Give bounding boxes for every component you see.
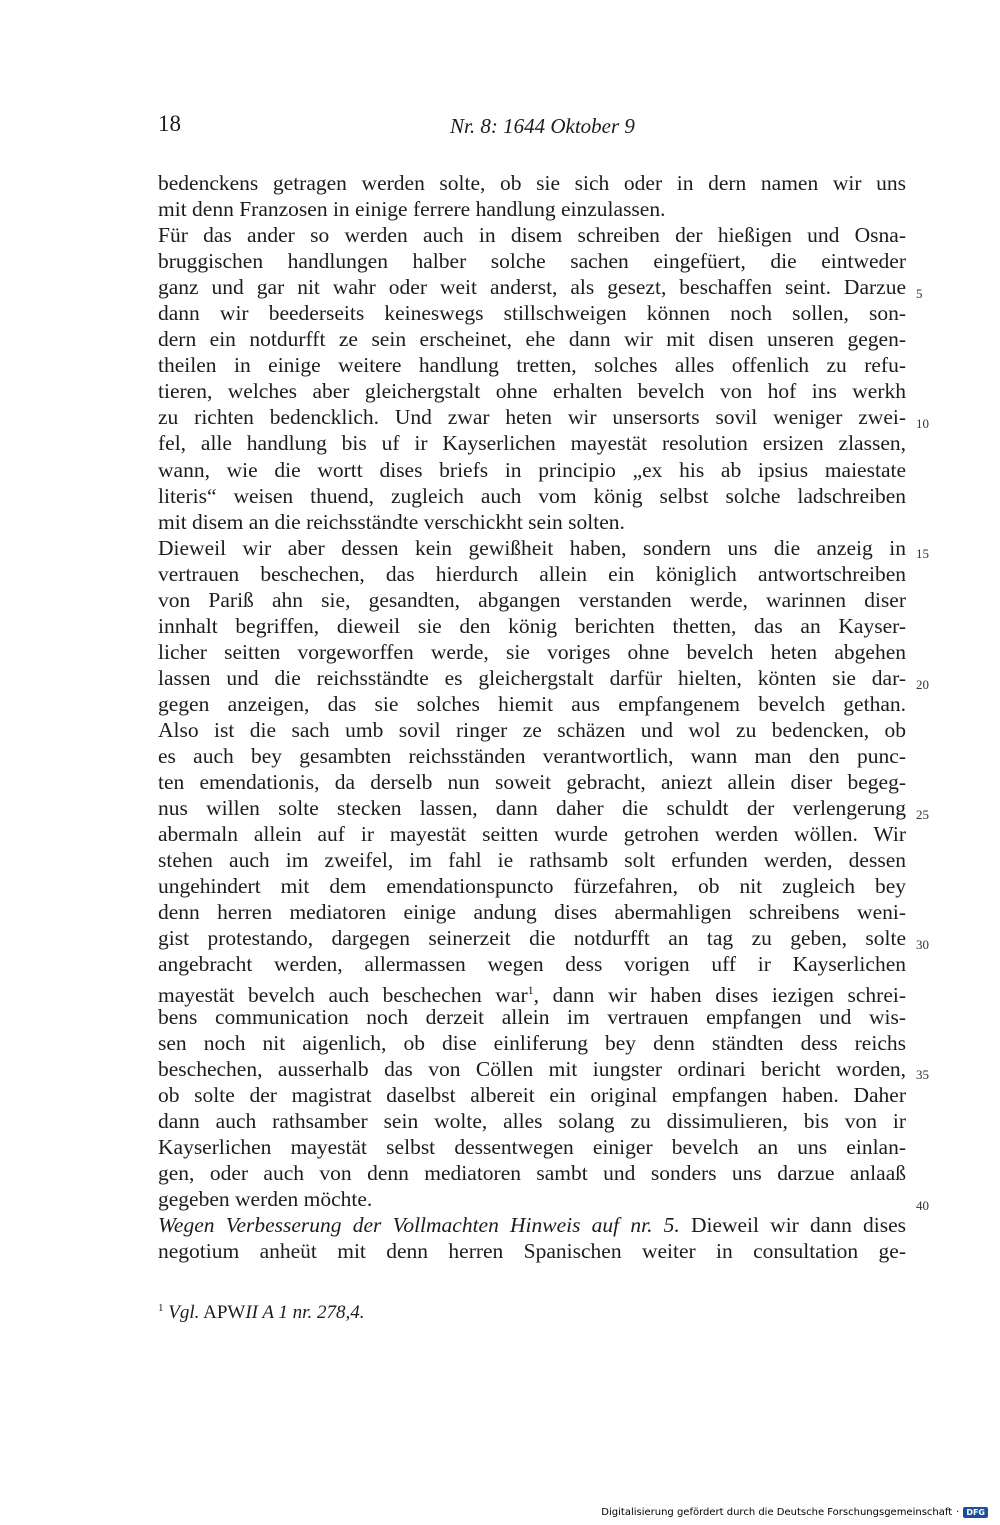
line-number: 15 [916, 546, 929, 561]
text-line: dann wir beederseits keineswegs stillschweigen können noch sollen, son- [158, 301, 906, 326]
text-line: beschechen, ausserhalb das von Cöllen mit iungster ordinari bericht worden, [158, 1056, 906, 1081]
text-line: Dieweil wir aber dessen kein gewißheit haben, sondern uns die anzeig in [158, 535, 906, 560]
text-line: ganz und gar nit wahr oder weit anderst, als gesezt, beschaffen seint. Darzue [158, 275, 906, 300]
text-line: ungehindert mit dem emendationspuncto fürzefahren, ob nit zugleich bey [158, 874, 906, 899]
line-number: 40 [916, 1198, 929, 1213]
line-number: 25 [916, 807, 929, 822]
text-line: bruggischen handlungen halber solche sachen eingefüert, die eintweder [158, 249, 906, 274]
text-line: lassen und die reichsständte es gleichergstalt darfür hielten, könten sie dar- [158, 665, 906, 690]
text-line: gegen anzeigen, das sie solches hiemit aus empfangenem bevelch gethan. [158, 691, 906, 716]
footnote [158, 1296, 364, 1325]
text-line: literis“ weisen thuend, zugleich auch vom könig selbst solche ladschreiben [158, 483, 906, 508]
body-text [158, 170, 906, 1264]
text-line: gegeben werden möchte. [158, 1186, 373, 1211]
text-line: negotium anheüt mit denn herren Spanischen weiter in consultation ge- [158, 1238, 906, 1263]
text-line: sen noch nit aigenlich, ob dise einliferung bey denn ständten dess reichs [158, 1030, 906, 1055]
text-line: ob solte der magistrat daselbst albereit ein original empfangen haben. Daher [158, 1082, 906, 1107]
line-number: 20 [916, 677, 929, 692]
text-line: Kayserlichen mayestät selbst dessentwegen einiger bevelch an uns einlan- [158, 1134, 906, 1159]
text-line: innhalt begriffen, dieweil sie den könig berichten thetten, das an Kayser- [158, 613, 906, 638]
footnote-prefix: Vgl. [168, 1302, 200, 1323]
footnote-marker: 1 [527, 983, 534, 998]
footnote-marker: 1 [158, 1302, 164, 1314]
text-segment: mayestät bevelch auch beschechen war [158, 983, 528, 1008]
line-number: 30 [916, 937, 929, 952]
text-segment: , dann wir haben dises iezigen schrei- [533, 983, 906, 1008]
line-number: 35 [916, 1067, 929, 1082]
text-line: vertrauen beschechen, das hierdurch allein ein königlich antwortschreiben [158, 561, 906, 586]
text-segment: Dieweil wir dann dises [679, 1212, 906, 1237]
line-number: 5 [916, 286, 923, 301]
text-line [158, 977, 906, 1008]
line-number: 10 [916, 416, 929, 431]
text-line: ten emendationis, da derselb nun soweit gebracht, aniezt allein diser begeg- [158, 770, 906, 795]
text-line: tieren, welches aber gleichergstalt ohne erhalten bevelch von hof ins werkh [158, 379, 906, 404]
text-line: stehen auch im zweifel, im fahl ie rathsamb solt erfunden werden, dessen [158, 848, 906, 873]
text-line: dann auch rathsamber sein wolte, alles solang zu dissimulieren, bis von ir [158, 1108, 906, 1133]
text-line: Also ist die sach umb sovil ringer ze schäzen und wol zu bedencken, ob [158, 717, 906, 742]
text-line: es auch bey gesambten reichsständen verantwortlich, wann man den punc- [158, 744, 906, 769]
text-line: abermaln allein auf ir mayestät seitten wurde getrohen werden wöllen. Wir [158, 822, 906, 847]
text-line: gen, oder auch von denn mediatoren sambt und sonders uns darzue anlaaß [158, 1160, 906, 1185]
text-line: bens communication noch derzeit allein im vertrauen empfangen und wis- [158, 1004, 906, 1029]
text-line: nus willen solte stecken lassen, dann daher die schuldt der verlengerung [158, 796, 906, 821]
text-line: bedenckens getragen werden solte, ob sie sich oder in dern namen wir uns [158, 171, 906, 195]
text-line: mit denn Franzosen in einige ferrere handlung einzulassen. [158, 197, 666, 222]
text-line: dern ein notdurfft ze sein erscheinet, ehe dann wir mit disen unseren gegen- [158, 327, 906, 352]
text-line: angebracht werden, allermassen wegen dess vorigen uff ir Kayserlichen [158, 952, 906, 977]
editorial-note: Wegen Verbesserung der Vollmachten Hinweis auf nr. 5. [158, 1212, 680, 1237]
footnote-ref-detail: II A 1 nr. 278,4. [245, 1302, 365, 1323]
text-line: denn herren mediatoren einige andung dises abermahligen schreibens weni- [158, 900, 906, 925]
text-line [158, 1212, 906, 1238]
running-head: Nr. 8: 1644 Oktober 9 [450, 114, 635, 138]
digitization-credit: Digitalisierung gefördert durch die Deutsche Forschungsgemeinschaft · DFG [601, 1507, 988, 1518]
credit-text: Digitalisierung gefördert durch die Deutsche Forschungsgemeinschaft [601, 1507, 953, 1518]
page-number: 18 [158, 111, 181, 136]
text-line: licher seitten vorgeworffen werde, sie voriges ohne bevelch heten abgehen [158, 639, 906, 664]
text-line: gist protestando, dargegen seinerzeit die notdurfft an tag zu geben, solte [158, 926, 906, 951]
text-line: zu richten bedencklich. Und zwar heten wir unsersorts sovil weniger zwei- [158, 405, 906, 430]
text-line: Für das ander so werden auch in disem schreiben der hießigen und Osna- [158, 223, 906, 248]
text-line: theilen in einige weitere handlung tretten, solches alles offenlich zu refu- [158, 353, 906, 378]
dfg-logo-icon: DFG [963, 1507, 988, 1518]
text-line: fel, alle handlung bis uf ir Kayserlichen mayestät resolution ersizen zlassen, [158, 431, 906, 456]
text-line: mit disem an die reichsständte verschickht sein solten. [158, 509, 625, 534]
text-line: von Pariß ahn sie, gesandten, abgangen verstanden werde, warinnen diser [158, 587, 906, 612]
text-line: wann, wie die wortt dises briefs in principio „ex his ab ipsius maiestate [158, 457, 906, 482]
footnote-ref: APW [203, 1302, 246, 1323]
